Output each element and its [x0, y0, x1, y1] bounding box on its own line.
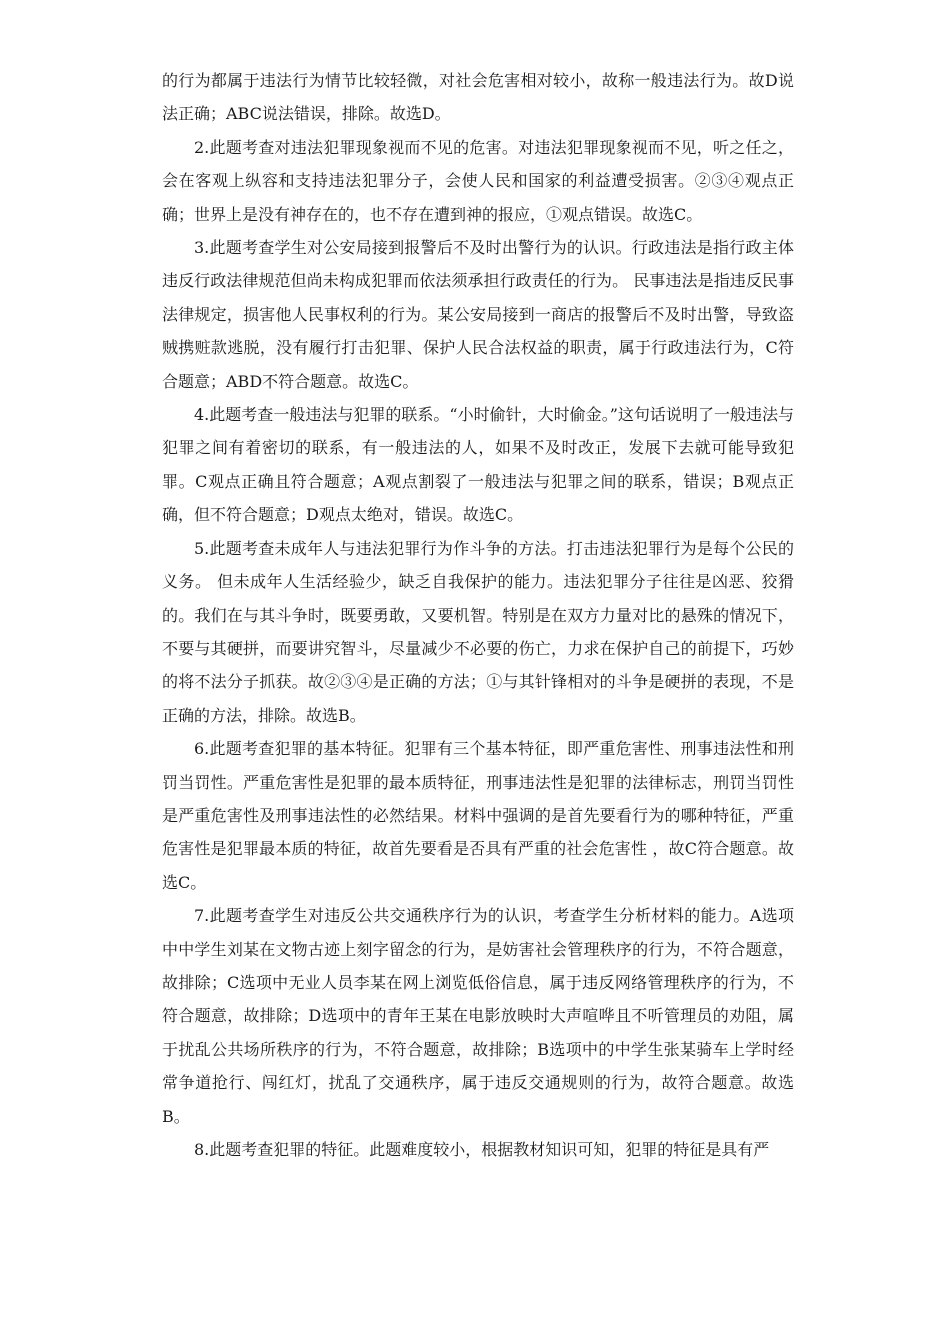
- paragraph-continuation: 的行为都属于违法行为情节比较轻微，对社会危害相对较小，故称一般违法行为。故D说法正确；ABC说法错误，排除。故选D。: [162, 71, 794, 124]
- paragraph-answer-8: 8.此题考查犯罪的特征。此题难度较小，根据教材知识可知，犯罪的特征是具有严: [194, 1140, 770, 1159]
- answer-explanations: [162, 64, 794, 1166]
- paragraph-answer-5: 5.此题考查未成年人与违法犯罪行为作斗争的方法。打击违法犯罪行为是每个公民的义务。 但未成年人生活经验少，缺乏自我保护的能力。违法犯罪分子往往是凶恶、狡猾的。我们在与其斗争时，既要勇敢，又要机智。特别是在双方力量对比的悬殊的情况下，不要与其硬拼，而要讲究智斗，尽量减少不必要的伤亡，力求在保护自己的前提下，巧妙的将不法分子抓获。故②③④是正确的方法；①与其针锋相对的斗争是硬拼的表现，不是正确的方法，排除。故选B。: [162, 538, 794, 725]
- paragraph-answer-6: 6.此题考查犯罪的基本特征。犯罪有三个基本特征，即严重危害性、刑事违法性和刑罚当罚性。严重危害性是犯罪的最本质特征，刑事违法性是犯罪的法律标志，刑罚当罚性是严重危害性及刑事违法性的必然结果。材料中强调的是首先要看行为的哪种特征，严重危害性是犯罪最本质的特征，故首先要看是否具有严重的社会危害性 ，故C符合题意。故选C。: [162, 739, 794, 892]
- paragraph-answer-3: 3.此题考查学生对公安局接到报警后不及时出警行为的认识。行政违法是指行政主体违反行政法律规范但尚未构成犯罪而依法须承担行政责任的行为。 民事违法是指违反民事法律规定，损害他人民事权利的行为。某公安局接到一商店的报警后不及时出警，导致盗贼携赃款逃脱，没有履行打击犯罪、保护人民合法权益的职责，属于行政违法行为，C符合题意；ABD不符合题意。故选C。: [162, 238, 794, 391]
- paragraph-answer-2: 2.此题考查对违法犯罪现象视而不见的危害。对违法犯罪现象视而不见，听之任之，会在客观上纵容和支持违法犯罪分子，会使人民和国家的利益遭受损害。②③④观点正确；世界上是没有神存在的，也不存在遭到神的报应，①观点错误。故选C。: [162, 137, 794, 224]
- paragraph-answer-4: 4.此题考查一般违法与犯罪的联系。“小时偷针，大时偷金。”这句话说明了一般违法与犯罪之间有着密切的联系，有一般违法的人，如果不及时改正，发展下去就可能导致犯罪。C观点正确且符合题意；A观点割裂了一般违法与犯罪之间的联系，错误；B观点正确，但不符合题意；D观点太绝对，错误。故选C。: [162, 405, 794, 525]
- paragraph-answer-7: 7.此题考查学生对违反公共交通秩序行为的认识，考查学生分析材料的能力。A选项中中学生刘某在文物古迹上刻字留念的行为，是妨害社会管理秩序的行为，不符合题意，故排除；C选项中无业人员李某在网上浏览低俗信息，属于违反网络管理秩序的行为，不符合题意，故排除；D选项中的青年王某在电影放映时大声喧哗且不听管理员的劝阻，属于扰乱公共场所秩序的行为，不符合题意，故排除；B选项中的中学生张某骑车上学时经常争道抢行、闯红灯，扰乱了交通秩序，属于违反交通规则的行为，故符合题意。故选B。: [162, 906, 794, 1126]
